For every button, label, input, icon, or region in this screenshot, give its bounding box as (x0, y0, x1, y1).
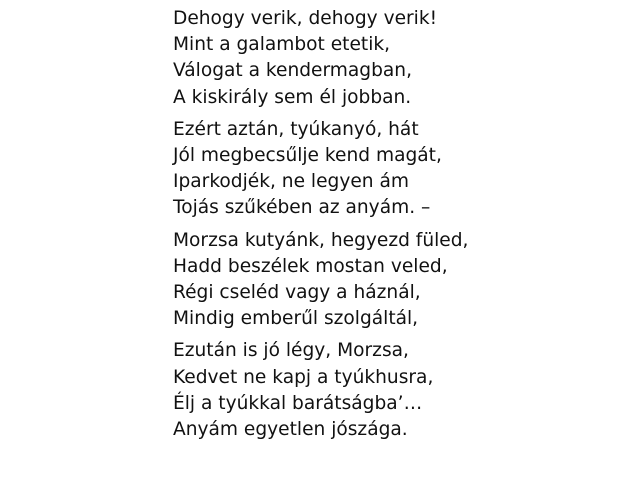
poem-text (173, 6, 613, 449)
poem-line: A kiskirály sem él jobban. (173, 86, 412, 108)
stanza-4 (173, 338, 613, 443)
poem-line: Dehogy verik, dehogy verik! (173, 8, 438, 29)
poem-line: Morzsa kutyánk, hegyezd füled, (173, 229, 469, 251)
poem-line: Tojás szűkében az anyám. – (173, 197, 431, 219)
poem-line: Válogat a kendermagban, (173, 60, 413, 82)
poem-line: Mindig emberűl szolgáltál, (173, 308, 419, 330)
poem-line: Jól megbecsűlje kend magát, (173, 145, 442, 167)
poem-line: Kedvet ne kapj a tyúkhusra, (173, 366, 434, 388)
poem-line: Élj a tyúkkal barátságba’… (173, 392, 423, 414)
stanza-2 (173, 117, 613, 222)
poem-line: Iparkodjék, ne legyen ám (173, 171, 409, 193)
stanza-3 (173, 228, 613, 333)
poem-line: Ezután is jó légy, Morzsa, (173, 340, 409, 362)
poem-line: Hadd beszélek mostan veled, (173, 255, 448, 277)
stanza-1 (173, 6, 613, 111)
poem-line: Régi cseléd vagy a háznál, (173, 282, 421, 304)
poem-line: Ezért aztán, tyúkanyó, hát (173, 118, 419, 140)
poem-line: Anyám egyetlen jószága. (173, 419, 408, 441)
poem-line: Mint a galambot etetik, (173, 34, 391, 56)
